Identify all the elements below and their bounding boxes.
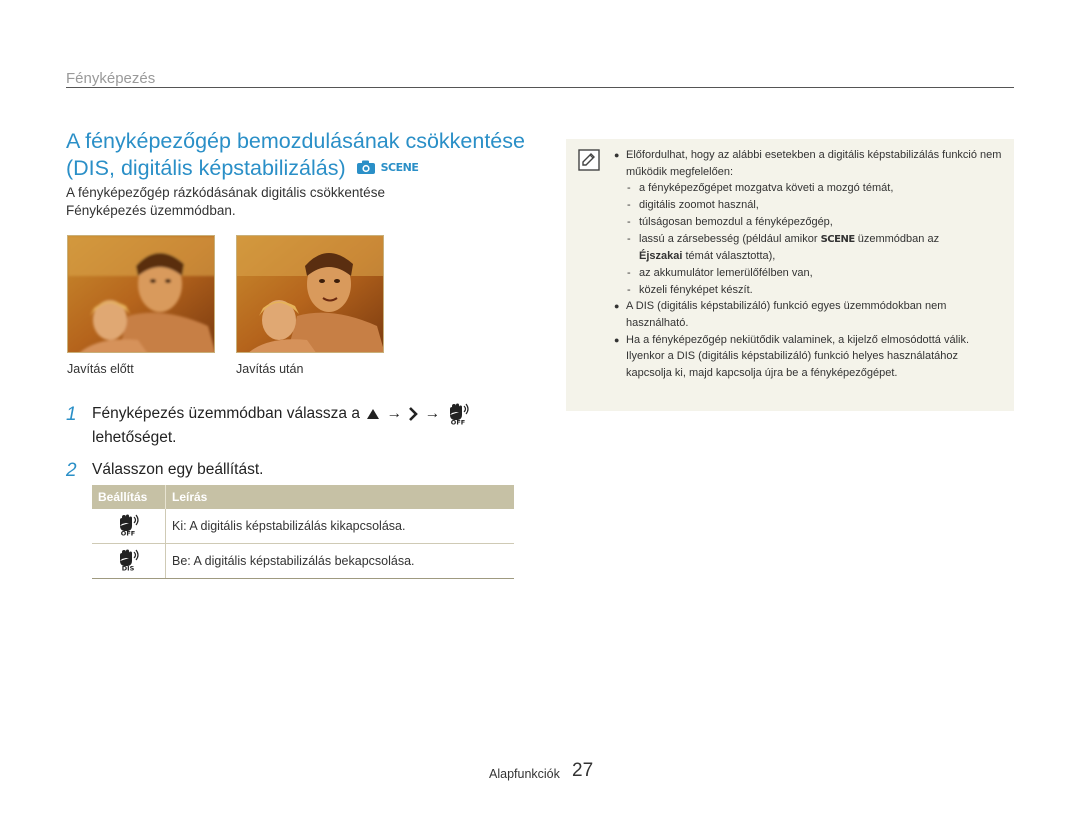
step-2-number: 2 <box>66 460 77 481</box>
note-pencil-icon <box>578 149 600 171</box>
note-item-1-text: Előfordulhat, hogy az alábbi esetekben a digitális képstabilizálás funkció nem működik megfelelően: <box>626 149 1002 178</box>
note-sub-item: - az akkumulátor lemerülőfélben van, <box>626 265 1006 282</box>
step-1-number: 1 <box>66 404 77 425</box>
chevron-right-icon <box>408 407 418 421</box>
note-sub-4-after: témát választotta), <box>685 250 776 263</box>
note-sub-list <box>626 180 1006 298</box>
mode-icons <box>356 154 419 181</box>
step-1-arrow-1: → <box>386 405 403 422</box>
option-desc-off: : A digitális képstabilizálás kikapcsolása. <box>183 519 406 533</box>
title-line-2-text: (DIS, digitális képstabilizálás) <box>66 156 346 180</box>
step-1-text-after: lehetőséget. <box>92 429 177 446</box>
section-label: Fényképezés <box>66 70 156 87</box>
note-sub-item: - közeli fényképet készít. <box>626 282 1006 299</box>
caption-after: Javítás után <box>236 362 304 376</box>
step-1-text-before: Fényképezés üzemmódban válassza a <box>92 405 360 422</box>
note-sub-item: - túlságosan bemozdul a fényképezőgép, <box>626 214 1006 231</box>
photo-before-correction <box>67 235 215 353</box>
table-header-description: Leírás <box>166 485 515 509</box>
table-header-setting: Beállítás <box>92 485 166 509</box>
note-item: ● Ha a fényképezőgép nekiütődik valaminek, a kijelző elmosódottá válik. Ilyenkor a DIS (digitális képstabilizáló) funkció helyes használatához kapcsolja ki, majd kapcsolja újra be a fényképezőgépet. <box>614 332 1006 382</box>
note-list <box>614 147 1006 382</box>
option-term-on: Be <box>172 554 188 568</box>
note-sub-item <box>626 231 1006 265</box>
table-cell-description <box>166 509 515 544</box>
note-box <box>566 139 1014 411</box>
note-sub-4-mid: üzemmódban az <box>857 232 940 245</box>
dis-off-icon <box>447 403 471 425</box>
settings-table <box>92 485 514 579</box>
note-sub-item: - digitális zoomot használ, <box>626 197 1006 214</box>
step-1-arrow-2: → <box>424 405 441 422</box>
svg-text:DIS: DIS <box>121 564 134 571</box>
scene-mode-icon: SCENE <box>380 160 419 174</box>
table-cell-icon <box>92 544 166 579</box>
note-sub-item: - a fényképezőgépet mozgatva követi a mozgó témát, <box>626 180 1006 197</box>
dis-on-icon <box>117 549 141 571</box>
title-line-1: A fényképezőgép bemozdulásának csökkentése <box>66 129 525 153</box>
step-2-text: Válasszon egy beállítást. <box>92 461 264 478</box>
step-1-text <box>92 402 512 450</box>
scene-mode-icon: SCENE <box>820 233 855 245</box>
page-number: 27 <box>572 760 594 781</box>
photo-after-correction <box>236 235 384 353</box>
note-item <box>614 147 1006 298</box>
camera-mode-icon <box>356 159 376 175</box>
page-title <box>66 128 536 183</box>
table-cell-description <box>166 544 515 579</box>
option-desc-on: : A digitális képstabilizálás bekapcsolása. <box>187 554 415 568</box>
note-item: ● A DIS (digitális képstabilizáló) funkció egyes üzemmódokban nem használható. <box>614 298 1006 331</box>
table-row <box>92 544 514 579</box>
intro-text: A fényképezőgép rázkódásának digitális csökkentése Fényképezés üzemmódban. <box>66 185 385 218</box>
note-sub-4-before: lassú a zársebesség (például amikor <box>639 232 818 245</box>
up-triangle-icon <box>366 408 380 420</box>
svg-text:OFF: OFF <box>120 529 135 536</box>
table-cell-icon <box>92 509 166 544</box>
footer-section-label: Alapfunkciók <box>489 767 560 781</box>
option-term-off: Ki <box>172 519 184 533</box>
header-rule <box>66 87 1014 88</box>
dis-off-icon <box>117 514 141 536</box>
title-line-2 <box>66 155 536 183</box>
note-sub-4-bold: Éjszakai <box>639 250 683 263</box>
caption-before: Javítás előtt <box>67 362 134 376</box>
table-row <box>92 509 514 544</box>
svg-text:OFF: OFF <box>450 418 465 425</box>
